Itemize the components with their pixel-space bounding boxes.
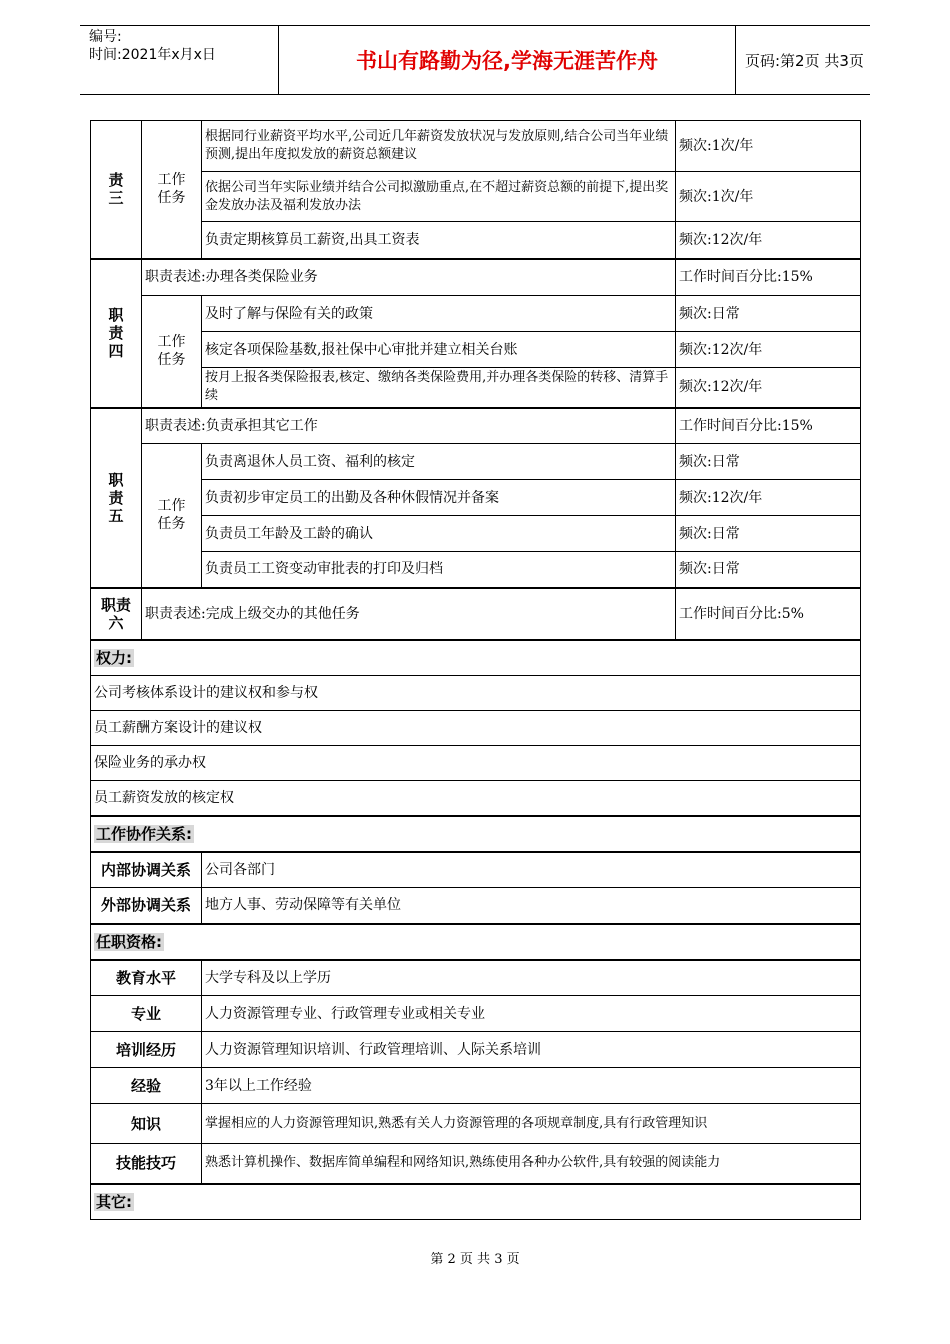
qualification-label: 技能技巧 xyxy=(91,1144,202,1184)
task-text: 负责员工工资变动审批表的打印及归档 xyxy=(202,552,676,588)
power-item: 保险业务的承办权 xyxy=(91,746,861,781)
duty4-description: 职责表述:办理各类保险业务 xyxy=(142,259,676,296)
qualification-row xyxy=(91,1104,861,1144)
task-frequency: 频次:日常 xyxy=(676,552,861,588)
external-relation-row xyxy=(91,888,861,924)
task-frequency: 频次:12次/年 xyxy=(676,222,861,259)
task-text: 负责员工年龄及工龄的确认 xyxy=(202,516,676,552)
powers-header xyxy=(91,640,861,676)
task-text: 核定各项保险基数,报社保中心审批并建立相关台账 xyxy=(202,332,676,368)
task-frequency: 频次:12次/年 xyxy=(676,480,861,516)
other-title: 其它: xyxy=(96,1192,132,1211)
qualification-value: 人力资源管理专业、行政管理专业或相关专业 xyxy=(202,996,861,1032)
power-item: 员工薪酬方案设计的建议权 xyxy=(91,711,861,746)
task-frequency: 频次:12次/年 xyxy=(676,368,861,408)
motto: 书山有路勤为径,学海无涯苦作舟 xyxy=(278,26,736,94)
power-item: 公司考核体系设计的建议权和参与权 xyxy=(91,676,861,711)
qualification-value: 人力资源管理知识培训、行政管理培训、人际关系培训 xyxy=(202,1032,861,1068)
page-footer: 第 2 页 共 3 页 xyxy=(430,1252,520,1267)
duty3-task-label: 工作 任务 xyxy=(142,121,202,259)
duty6-percent: 工作时间百分比:5% xyxy=(676,588,861,640)
qualification-row xyxy=(91,1032,861,1068)
duty5-description: 职责表述:负责承担其它工作 xyxy=(142,408,676,444)
qualification-value: 掌握相应的人力资源管理知识,熟悉有关人力资源管理的各项规章制度,具有行政管理知识 xyxy=(202,1104,861,1144)
cooperation-header xyxy=(91,816,861,852)
job-description-table xyxy=(90,120,861,1220)
qualification-row xyxy=(91,996,861,1032)
duty5-desc-row xyxy=(91,408,861,444)
internal-label: 内部协调关系 xyxy=(91,852,202,888)
qualification-value: 3年以上工作经验 xyxy=(202,1068,861,1104)
qualification-label: 经验 xyxy=(91,1068,202,1104)
qualification-label: 教育水平 xyxy=(91,960,202,996)
qualification-row xyxy=(91,960,861,996)
duty5-task-row xyxy=(91,480,861,516)
qualification-label: 培训经历 xyxy=(91,1032,202,1068)
task-text: 负责离退休人员工资、福利的核定 xyxy=(202,444,676,480)
qualification-label: 专业 xyxy=(91,996,202,1032)
duty4-percent: 工作时间百分比:15% xyxy=(676,259,861,296)
task-frequency: 频次:日常 xyxy=(676,296,861,332)
duty4-desc-row xyxy=(91,259,861,296)
time-label: 时间:2021年x月x日 xyxy=(89,47,216,63)
internal-relation-row xyxy=(91,852,861,888)
duty5-task-row xyxy=(91,552,861,588)
task-text: 按月上报各类保险报表,核定、缴纳各类保险费用,并办理各类保险的转移、清算手续 xyxy=(202,368,676,408)
duty4-task-row xyxy=(91,296,861,332)
task-text: 及时了解与保险有关的政策 xyxy=(202,296,676,332)
qualification-row xyxy=(91,1068,861,1104)
duty4-task-row xyxy=(91,368,861,408)
duty3-task-row xyxy=(91,172,861,222)
duty4-task-label: 工作 任务 xyxy=(142,296,202,408)
duty5-percent: 工作时间百分比:15% xyxy=(676,408,861,444)
duty3-task-row xyxy=(91,222,861,259)
qualification-label: 知识 xyxy=(91,1104,202,1144)
powers-title: 权力: xyxy=(96,648,132,667)
task-text: 负责定期核算员工薪资,出具工资表 xyxy=(202,222,676,259)
task-frequency: 频次:1次/年 xyxy=(676,121,861,172)
duty6-row xyxy=(91,588,861,640)
page-header xyxy=(80,25,870,95)
task-text: 依据公司当年实际业绩并结合公司拟激励重点,在不超过薪资总额的前提下,提出奖金发放办法及福利发放办法 xyxy=(202,172,676,222)
task-text: 根据同行业薪资平均水平,公司近几年薪资发放状况与发放原则,结合公司当年业绩预测,提出年度拟发放的薪资总额建议 xyxy=(202,121,676,172)
duty3-name: 责 三 xyxy=(91,121,142,259)
task-frequency: 频次:日常 xyxy=(676,444,861,480)
duty4-task-row xyxy=(91,332,861,368)
task-frequency: 频次:1次/年 xyxy=(676,172,861,222)
external-label: 外部协调关系 xyxy=(91,888,202,924)
duty6-name: 职责 六 xyxy=(91,588,142,640)
task-frequency: 频次:日常 xyxy=(676,516,861,552)
header-info xyxy=(89,28,216,64)
duty6-description: 职责表述:完成上级交办的其他任务 xyxy=(142,588,676,640)
duty5-task-label: 工作 任务 xyxy=(142,444,202,588)
other-header xyxy=(91,1184,861,1220)
qualification-value: 大学专科及以上学历 xyxy=(202,960,861,996)
task-frequency: 频次:12次/年 xyxy=(676,332,861,368)
duty5-name: 职 责 五 xyxy=(91,408,142,588)
qualification-header xyxy=(91,924,861,960)
number-label: 编号: xyxy=(89,29,122,45)
duty5-task-row xyxy=(91,444,861,480)
qualification-row xyxy=(91,1144,861,1184)
external-value: 地方人事、劳动保障等有关单位 xyxy=(202,888,861,924)
qualification-value: 熟悉计算机操作、数据库简单编程和网络知识,熟练使用各种办公软件,具有较强的阅读能力 xyxy=(202,1144,861,1184)
power-item: 员工薪资发放的核定权 xyxy=(91,781,861,816)
duty5-task-row xyxy=(91,516,861,552)
cooperation-title: 工作协作关系: xyxy=(96,824,192,843)
duty3-task-row xyxy=(91,121,861,172)
internal-value: 公司各部门 xyxy=(202,852,861,888)
page-label: 页码:第2页 共3页 xyxy=(745,51,864,70)
task-text: 负责初步审定员工的出勤及各种休假情况并备案 xyxy=(202,480,676,516)
qualification-title: 任职资格: xyxy=(96,932,162,951)
duty4-name: 职 责 四 xyxy=(91,259,142,408)
